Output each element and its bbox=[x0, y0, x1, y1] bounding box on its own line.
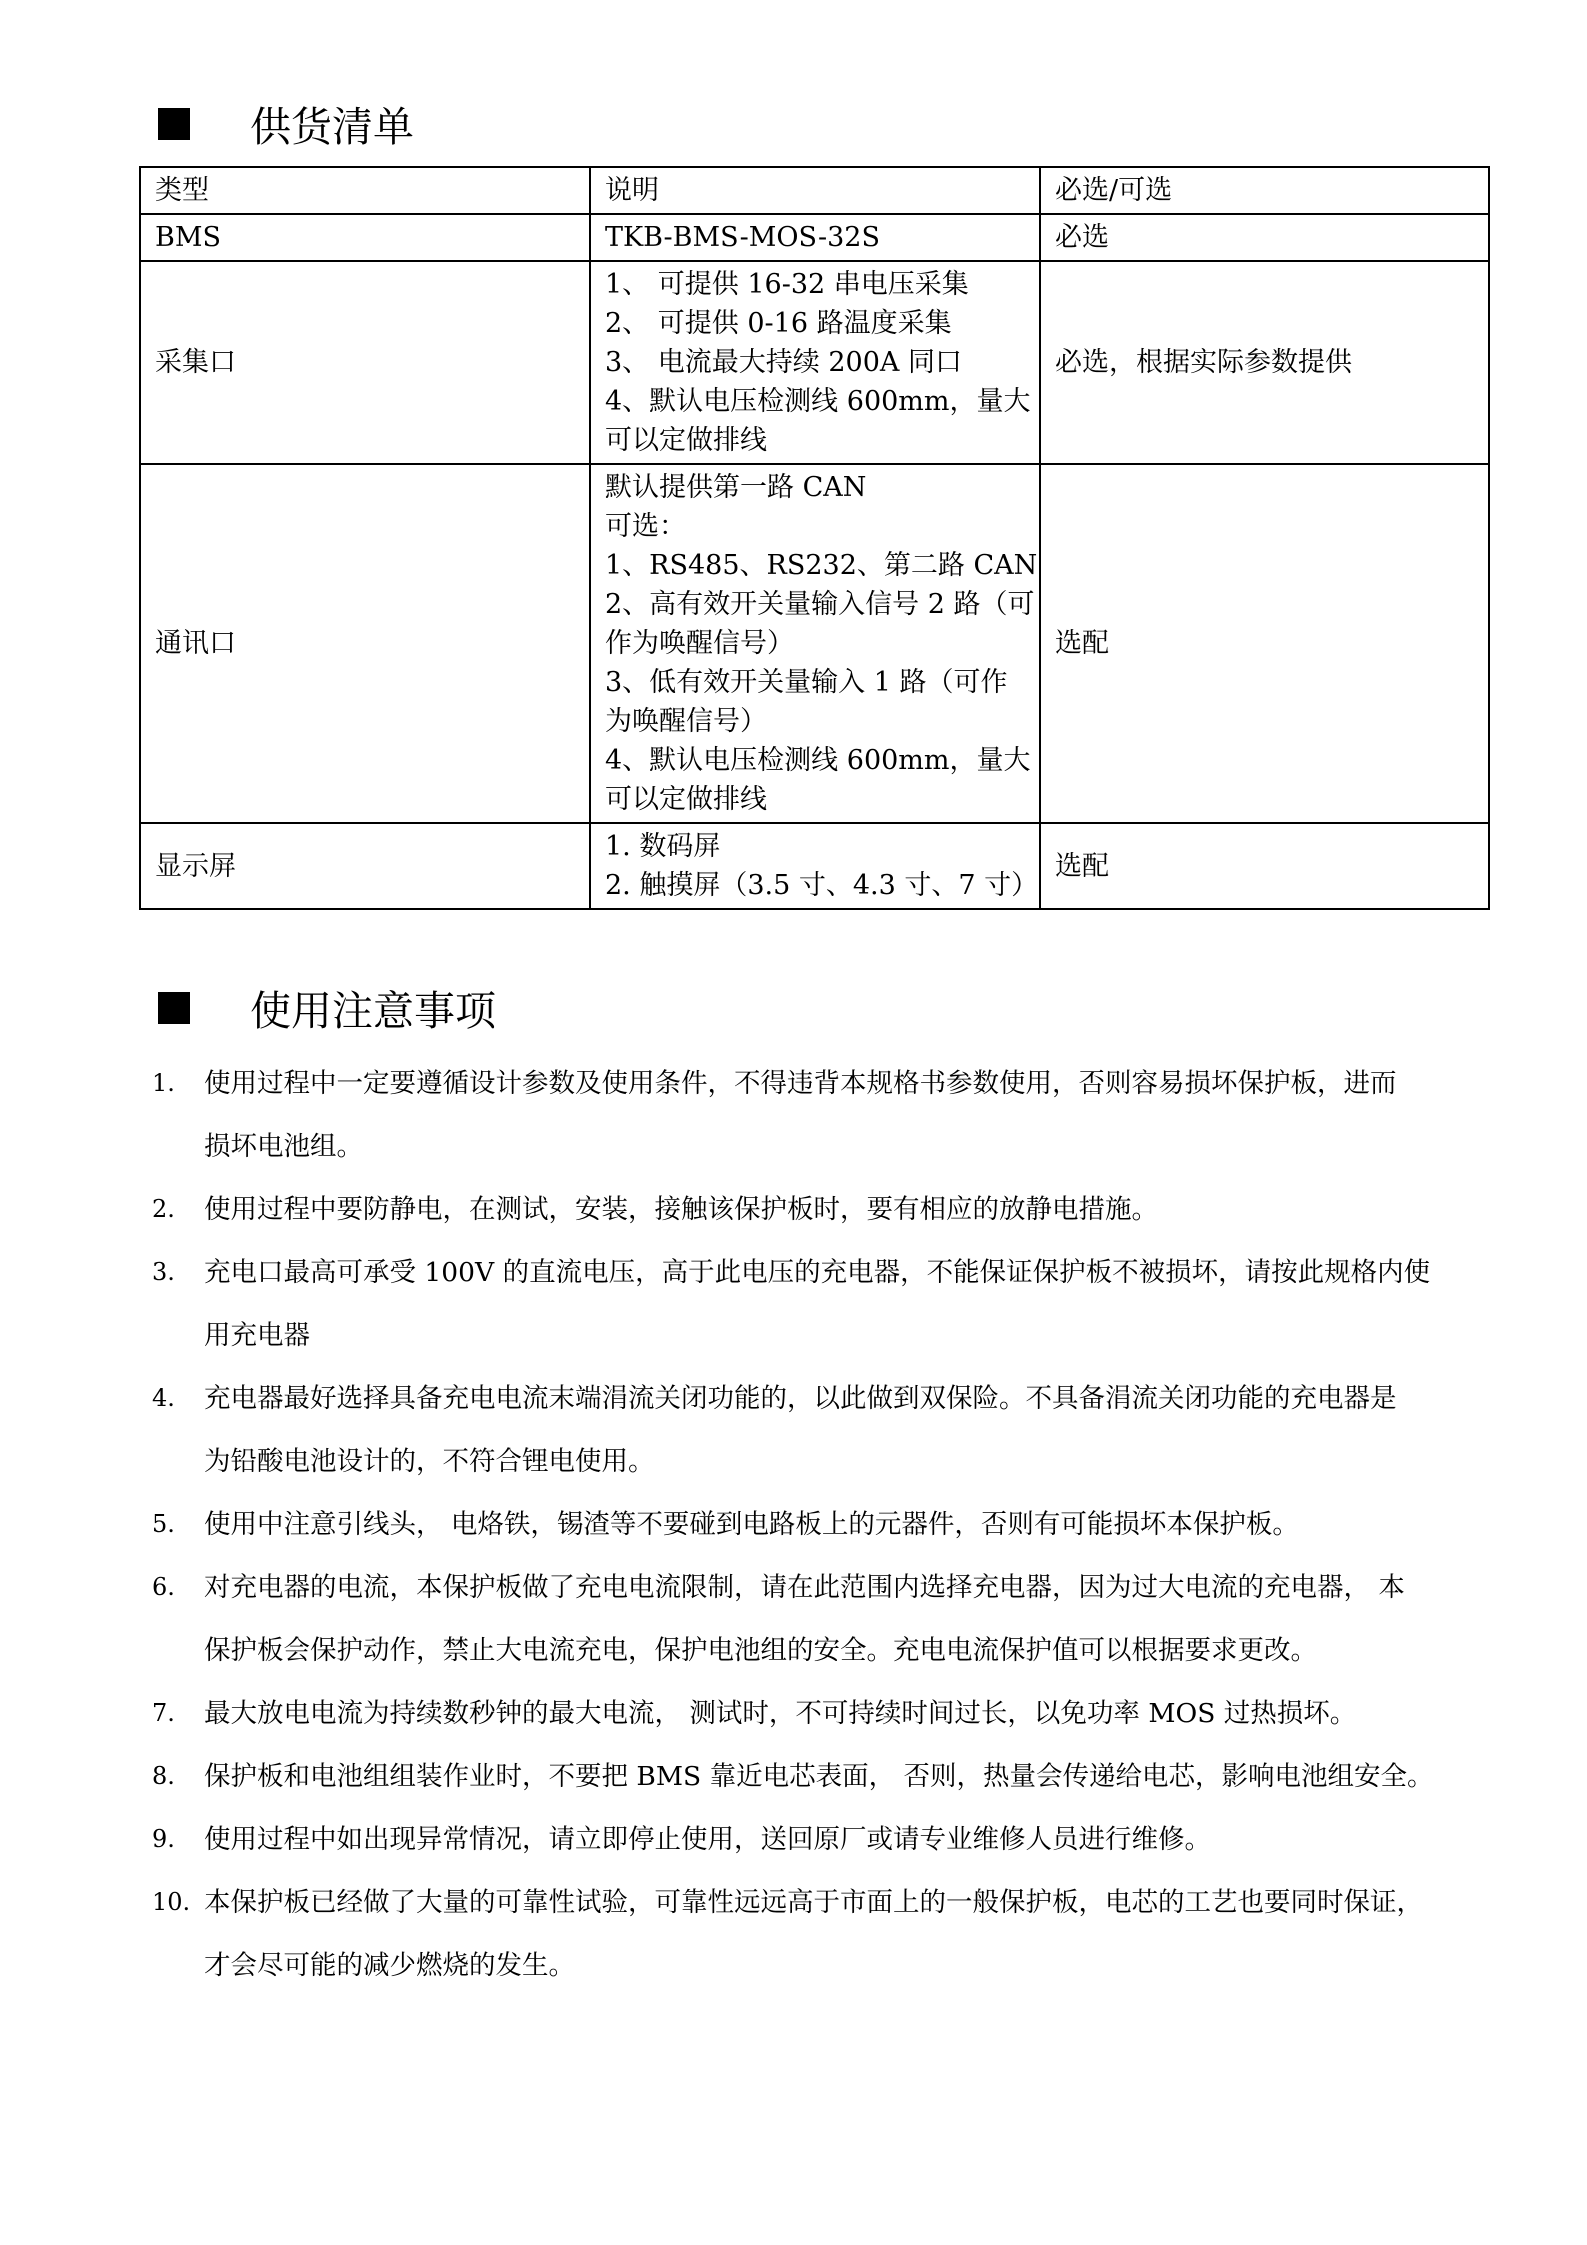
table-row bbox=[140, 214, 1489, 261]
header-cell-desc: 说明 bbox=[590, 167, 1040, 214]
desc-line: 作为唤醒信号） bbox=[605, 628, 794, 659]
cell-req: 必选，根据实际参数提供 bbox=[1040, 261, 1489, 464]
supply-list-table bbox=[139, 166, 1490, 910]
item-text bbox=[204, 1493, 1492, 1556]
desc-line: 3、 电流最大持续 200A 同口 bbox=[605, 347, 962, 378]
text-line: 为铅酸电池设计的，不符合锂电使用。 bbox=[204, 1446, 655, 1477]
table-row bbox=[140, 464, 1489, 823]
text-line: 使用中注意引线头， 电烙铁，锡渣等不要碰到电路板上的元器件，否则有可能损坏本保护板。 bbox=[204, 1509, 1299, 1540]
desc-line: 4、默认电压检测线 600mm，量大 bbox=[605, 386, 1031, 417]
item-number: 1. bbox=[152, 1069, 175, 1097]
list-item bbox=[152, 1493, 1492, 1556]
square-bullet-icon bbox=[158, 108, 190, 140]
desc-line: 4、默认电压检测线 600mm，量大 bbox=[605, 745, 1031, 776]
item-number: 9. bbox=[152, 1825, 175, 1853]
cell-req: 选配 bbox=[1040, 823, 1489, 909]
text-line: 使用过程中要防静电，在测试，安装，接触该保护板时，要有相应的放静电措施。 bbox=[204, 1194, 1158, 1225]
item-number: 2. bbox=[152, 1195, 175, 1223]
item-text bbox=[204, 1178, 1492, 1241]
item-text bbox=[204, 1052, 1492, 1178]
table-header-row bbox=[140, 167, 1489, 214]
text-line: 用充电器 bbox=[204, 1320, 310, 1351]
header-cell-type: 类型 bbox=[140, 167, 590, 214]
table-row bbox=[140, 261, 1489, 464]
text-line: 本保护板已经做了大量的可靠性试验，可靠性远远高于市面上的一般保护板，电芯的工艺也要同时保证， bbox=[204, 1887, 1423, 1918]
item-text bbox=[204, 1367, 1492, 1493]
item-number: 8. bbox=[152, 1762, 175, 1790]
item-text bbox=[204, 1241, 1492, 1367]
text-line: 充电器最好选择具备充电电流末端涓流关闭功能的，以此做到双保险。不具备涓流关闭功能的充电器是 bbox=[204, 1383, 1397, 1414]
item-number: 7. bbox=[152, 1699, 175, 1727]
text-line: 保护板和电池组组装作业时，不要把 BMS 靠近电芯表面， 否则，热量会传递给电芯，影响电池组安全。 bbox=[204, 1761, 1434, 1792]
item-text bbox=[204, 1556, 1492, 1682]
desc-line: 3、低有效开关量输入 1 路（可作 bbox=[605, 667, 1008, 698]
list-item bbox=[152, 1556, 1492, 1682]
desc-line: 2、 可提供 0-16 路温度采集 bbox=[605, 308, 952, 339]
section-heading-supply bbox=[158, 94, 414, 153]
desc-line: TKB-BMS-MOS-32S bbox=[605, 222, 880, 253]
desc-line: 可选： bbox=[605, 511, 686, 542]
desc-line: 可以定做排线 bbox=[605, 425, 767, 456]
section-title: 使用注意事项 bbox=[250, 987, 496, 1035]
cell-desc bbox=[590, 214, 1040, 261]
list-item bbox=[152, 1682, 1492, 1745]
item-number: 3. bbox=[152, 1258, 175, 1286]
header-cell-req: 必选/可选 bbox=[1040, 167, 1489, 214]
square-bullet-icon bbox=[158, 992, 190, 1024]
item-number: 5. bbox=[152, 1510, 175, 1538]
item-number: 4. bbox=[152, 1384, 175, 1412]
text-line: 最大放电电流为持续数秒钟的最大电流， 测试时，不可持续时间过长，以免功率 MOS 过热损坏。 bbox=[204, 1698, 1357, 1729]
item-text bbox=[204, 1808, 1492, 1871]
desc-line: 1. 数码屏 bbox=[605, 831, 721, 862]
text-line: 才会尽可能的减少燃烧的发生。 bbox=[204, 1950, 575, 1981]
item-number: 10. bbox=[152, 1888, 191, 1916]
text-line: 保护板会保护动作，禁止大电流充电，保护电池组的安全。充电电流保护值可以根据要求更改。 bbox=[204, 1635, 1317, 1666]
cell-req: 必选 bbox=[1040, 214, 1489, 261]
desc-line: 2. 触摸屏（3.5 寸、4.3 寸、7 寸） bbox=[605, 870, 1039, 901]
desc-line: 可以定做排线 bbox=[605, 784, 767, 815]
list-item bbox=[152, 1808, 1492, 1871]
desc-line: 为唤醒信号） bbox=[605, 706, 767, 737]
text-line: 损坏电池组。 bbox=[204, 1131, 363, 1162]
text-line: 使用过程中一定要遵循设计参数及使用条件，不得违背本规格书参数使用，否则容易损坏保护板，进而 bbox=[204, 1068, 1397, 1099]
item-text bbox=[204, 1682, 1492, 1745]
desc-line: 默认提供第一路 CAN bbox=[605, 472, 867, 503]
text-line: 使用过程中如出现异常情况，请立即停止使用，送回原厂或请专业维修人员进行维修。 bbox=[204, 1824, 1211, 1855]
list-item bbox=[152, 1052, 1492, 1178]
item-number: 6. bbox=[152, 1573, 175, 1601]
cell-req: 选配 bbox=[1040, 464, 1489, 823]
list-item bbox=[152, 1745, 1492, 1808]
list-item bbox=[152, 1367, 1492, 1493]
cell-type: 采集口 bbox=[140, 261, 590, 464]
cell-type: 显示屏 bbox=[140, 823, 590, 909]
list-item bbox=[152, 1241, 1492, 1367]
list-item bbox=[152, 1871, 1492, 1997]
usage-notes-list bbox=[152, 1052, 1492, 1997]
cell-type: 通讯口 bbox=[140, 464, 590, 823]
text-line: 充电口最高可承受 100V 的直流电压，高于此电压的充电器，不能保证保护板不被损坏，请按此规格内使 bbox=[204, 1257, 1431, 1288]
item-text bbox=[204, 1745, 1492, 1808]
desc-line: 1、 可提供 16-32 串电压采集 bbox=[605, 269, 969, 300]
item-text bbox=[204, 1871, 1492, 1997]
desc-line: 2、高有效开关量输入信号 2 路（可 bbox=[605, 589, 1035, 620]
cell-desc bbox=[590, 464, 1040, 823]
list-item bbox=[152, 1178, 1492, 1241]
cell-desc bbox=[590, 261, 1040, 464]
section-heading-notes bbox=[158, 978, 496, 1037]
desc-line: 1、RS485、RS232、第二路 CAN bbox=[605, 550, 1038, 581]
cell-type: BMS bbox=[140, 214, 590, 261]
text-line: 对充电器的电流，本保护板做了充电电流限制，请在此范围内选择充电器，因为过大电流的充电器， 本 bbox=[204, 1572, 1405, 1603]
table-row bbox=[140, 823, 1489, 909]
cell-desc bbox=[590, 823, 1040, 909]
section-title: 供货清单 bbox=[250, 103, 414, 151]
